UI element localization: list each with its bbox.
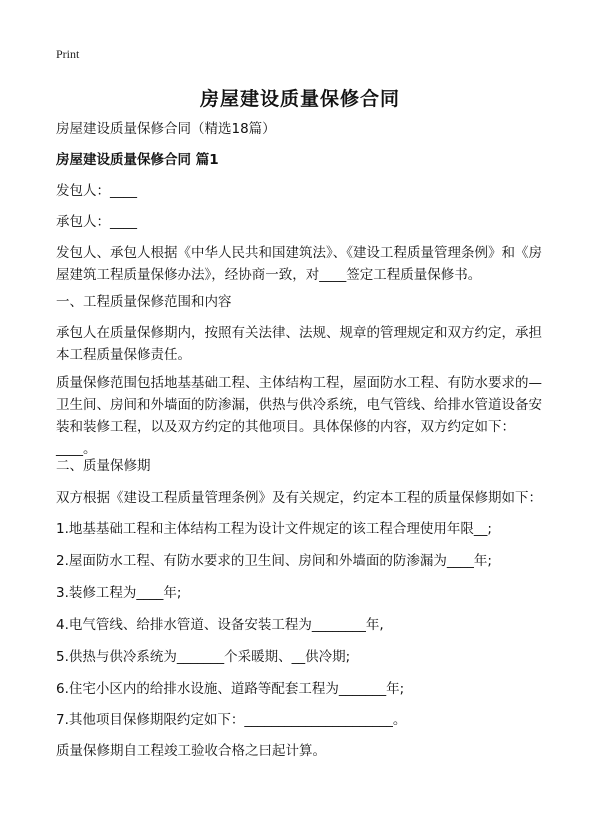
section-2-heading: 二、质量保修期 (56, 458, 151, 474)
list-item: 4.电气管线、给排水管道、设备安装工程为________年, (56, 617, 384, 633)
document-title: 房屋建设质量保修合同 (199, 88, 400, 110)
subtitle: 房屋建设质量保修合同（精选18篇） (56, 121, 276, 137)
section-1-paragraph-2: 质量保修范围包括地基基础工程、主体结构工程，屋面防水工程、有防水要求的—卫生间、房间和外墙面的防渗漏，供热与供冷系统，电气管线、给排水管道设备安装和装修工程，以及双方约定的其他项目。具体保修的内容，双方约定如下：____。 (56, 375, 542, 457)
list-item: 5.供热与供冷系统为_______个采暖期、__供冷期; (56, 649, 351, 665)
intro-paragraph: 发包人、承包人根据《中华人民共和国建筑法》、《建设工程质量管理条例》和《房屋建筑工程质量保修办法》，经协商一致，对____签定工程质量保修书。 (56, 245, 542, 283)
list-item: 3.装修工程为____年; (56, 585, 182, 601)
section-2-intro: 双方根据《建设工程质量管理条例》及有关规定，约定本工程的质量保修期如下： (56, 490, 542, 506)
list-item: 6.住宅小区内的给排水设施、道路等配套工程为_______年; (56, 681, 405, 697)
list-item: 1.地基基础工程和主体结构工程为设计文件规定的该工程合理使用年限__; (56, 521, 492, 537)
closing-line: 质量保修期自工程竣工验收合格之曰起计算。 (56, 743, 326, 759)
section-1-paragraph-1: 承包人在质量保修期内，按照有关法律、法规、规章的管理规定和双方约定，承担本工程质量保修责任。 (56, 325, 542, 363)
print-label[interactable]: Print (56, 47, 80, 61)
list-item: 7.其他项目保修期限约定如下：______________________。 (56, 712, 407, 728)
party-a-line: 发包人：____ (56, 183, 137, 199)
list-item: 2.屋面防水工程、有防水要求的卫生间、房间和外墙面的防渗漏为____年; (56, 553, 492, 569)
party-b-line: 承包人：____ (56, 214, 137, 230)
section-heading: 房屋建设质量保修合同 篇1 (56, 152, 219, 168)
section-1-heading: 一、工程质量保修范围和内容 (56, 294, 232, 310)
